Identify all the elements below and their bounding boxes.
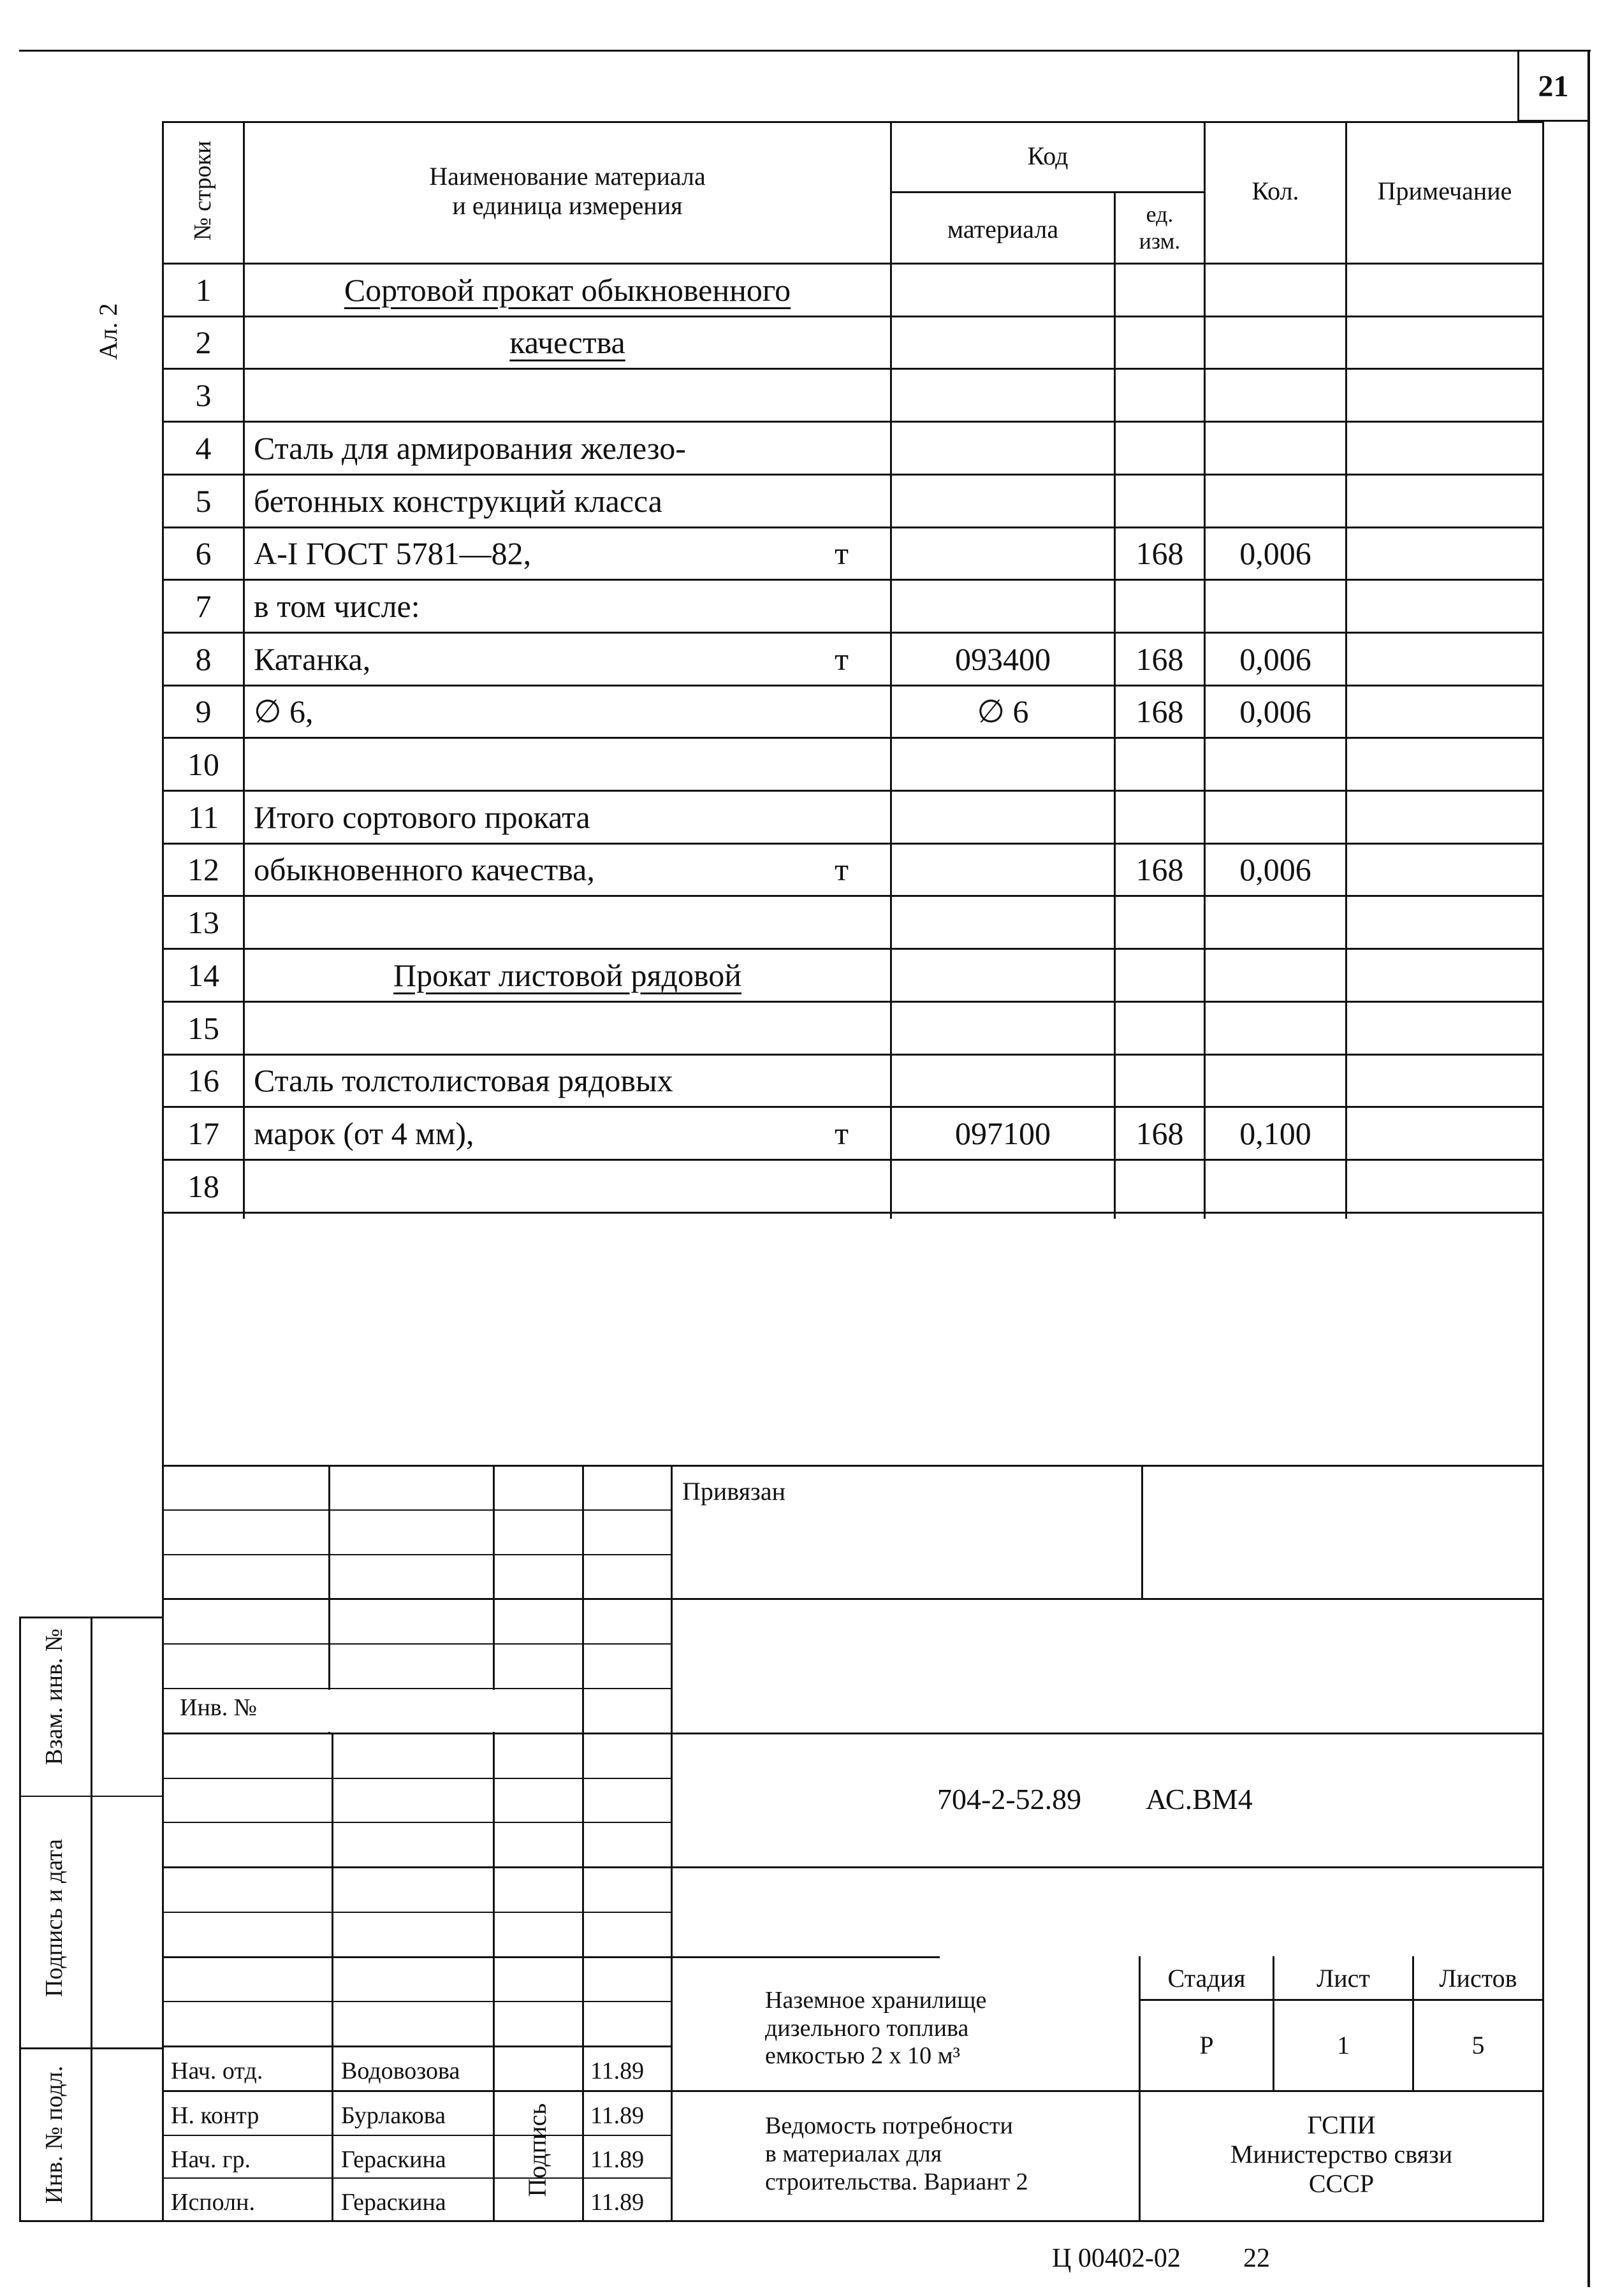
stamp-line-i (162, 1866, 1544, 1868)
signer-name: Водовозова (341, 2058, 460, 2084)
row-unit: т (835, 641, 849, 677)
row-unit-code (1116, 264, 1204, 317)
row-quantity (1206, 422, 1345, 475)
row-quantity: 0,006 (1239, 852, 1311, 888)
stamp-line-l (162, 2001, 672, 2002)
margin-inv-podl: Инв. № подл. (41, 2065, 68, 2204)
stamp-line-f (162, 1733, 1544, 1734)
row-number: 16 (187, 1063, 219, 1099)
row-unit (816, 791, 867, 844)
row-quantity (1206, 264, 1345, 317)
row-number: 8 (195, 641, 212, 677)
header-note: Примечание (1377, 177, 1512, 205)
signer-role: Исполн. (171, 2189, 255, 2216)
row-quantity: 0,006 (1239, 535, 1311, 572)
row-unit (816, 422, 867, 475)
row-unit-code (1116, 1160, 1204, 1213)
row-number: 14 (187, 957, 219, 993)
row-unit (816, 580, 867, 633)
header-code-material: материала (947, 215, 1059, 243)
stage-label: Стадия (1167, 1964, 1246, 1993)
row-name: в том числе: (254, 588, 420, 624)
frame-top (162, 121, 1544, 123)
row-unit-code (1116, 369, 1204, 422)
stamp-col-1b (332, 1733, 333, 2221)
stamp-col-2 (493, 1465, 495, 2221)
row-material-code (892, 422, 1114, 475)
footer-page: 22 (1243, 2244, 1270, 2273)
stamp-line-g (162, 1778, 672, 1779)
row-unit (816, 1160, 867, 1213)
row-unit (816, 317, 867, 369)
row-unit-code: 168 (1135, 641, 1184, 677)
inv-no-label: Инв. № (180, 1694, 257, 1721)
signer-date: 11.89 (590, 2102, 645, 2129)
row-quantity: 0,006 (1239, 694, 1311, 730)
row-quantity (1206, 1055, 1345, 1107)
stage-value: Р (1199, 2031, 1214, 2060)
row-quantity (1206, 949, 1345, 1002)
row-material-code (892, 580, 1114, 633)
header-row-no: № строки (189, 140, 216, 241)
row-unit: т (835, 535, 849, 572)
margin-outer-left (19, 1617, 21, 2222)
stamp-top-line (162, 1465, 1544, 1467)
margin-inner-left (91, 1617, 92, 2222)
signer-role: Нач. отд. (171, 2058, 263, 2084)
row-quantity (1206, 369, 1345, 422)
row-unit-code (1116, 1002, 1204, 1055)
doc-mark: АС.ВМ4 (1146, 1783, 1253, 1815)
row-material-code (892, 896, 1114, 949)
signer-date: 11.89 (590, 2189, 645, 2216)
row-material-code (892, 844, 1114, 896)
row-name: марок (от 4 мм), (254, 1115, 474, 1151)
stamp-line-h (162, 1822, 672, 1823)
doc-code: 704-2-52.89 (937, 1783, 1082, 1815)
sheets-label: Листов (1439, 1964, 1517, 1993)
signer-name: Гераскина (341, 2189, 446, 2216)
row-name (254, 1160, 828, 1213)
stamp-line-k (162, 1956, 940, 1958)
margin-sep-2 (19, 2047, 163, 2049)
margin-sep-1 (19, 1796, 163, 1797)
row-quantity (1206, 475, 1345, 528)
row-material-code (892, 1002, 1114, 1055)
signature-label: Подпись (523, 2103, 551, 2197)
page-number: 21 (1538, 69, 1569, 103)
row-name: Сортовой прокат обыкновенного (344, 272, 791, 308)
row-material-code (892, 264, 1114, 317)
signer-name: Гераскина (341, 2146, 446, 2173)
row-name (254, 738, 828, 791)
row-number: 10 (187, 746, 219, 782)
margin-top (19, 1617, 163, 1618)
top-border (19, 50, 1591, 52)
row-quantity: 0,100 (1239, 1115, 1311, 1151)
object-title: Наземное хранилище дизельного топлива емкостью 2 х 10 м³ (765, 1986, 987, 2070)
row-unit (816, 949, 867, 1002)
row-material-code (892, 1055, 1114, 1107)
row-material-code: 093400 (955, 641, 1051, 677)
row-name: Прокат листовой рядовой (393, 957, 741, 993)
margin-podpis: Подпись и дата (41, 1838, 68, 1998)
row-number: 15 (187, 1010, 219, 1046)
footer-code: Ц 00402-02 (1052, 2244, 1181, 2273)
row-unit-code (1116, 422, 1204, 475)
sheets-value: 5 (1471, 2031, 1485, 2060)
row-unit-code: 168 (1135, 852, 1184, 888)
header-code-unit: ед. изм. (1139, 201, 1181, 254)
row-name: ∅ 6, (254, 694, 314, 730)
row-material-code: 097100 (955, 1115, 1051, 1151)
stamp-line-m (162, 2045, 672, 2047)
row-number: 5 (195, 483, 212, 519)
signer-date: 11.89 (590, 2146, 645, 2173)
margin-vzam: Взам. инв. № (41, 1628, 68, 1765)
row-unit-code (1116, 791, 1204, 844)
row-name (254, 1002, 828, 1055)
signer-date: 11.89 (590, 2058, 645, 2084)
stamp-line-c (162, 1598, 1544, 1600)
organization: ГСПИ Министерство связи СССР (1230, 2111, 1453, 2198)
right-border (1587, 50, 1590, 2287)
row-material-code: ∅ 6 (977, 694, 1029, 730)
stamp-line-p (162, 2177, 672, 2179)
row-name: бетонных конструкций класса (254, 483, 662, 519)
row-number: 11 (187, 799, 219, 835)
row-material-code (892, 317, 1114, 369)
side-mark: Ал. 2 (94, 303, 122, 360)
row-unit (816, 896, 867, 949)
row-name: Сталь толстолистовая рядовых (254, 1063, 673, 1099)
row-unit (816, 475, 867, 528)
stamp-line-n (162, 2090, 1544, 2092)
header-code: Код (1027, 142, 1069, 170)
header-name: Наименование материала и единица измерения (429, 162, 706, 220)
sheet-value: 1 (1337, 2031, 1350, 2060)
signer-role: Нач. гр. (171, 2146, 251, 2173)
row-number: 4 (195, 430, 212, 466)
row-unit-code: 168 (1135, 1115, 1184, 1151)
row-name: Итого сортового проката (254, 799, 590, 835)
frame-right (1542, 121, 1544, 2221)
row-name: обыкновенного качества, (254, 852, 595, 888)
row-material-code (892, 791, 1114, 844)
row-number: 12 (187, 852, 219, 888)
row-unit-code (1116, 1055, 1204, 1107)
doc-title: Ведомость потребности в материалах для строительства. Вариант 2 (765, 2112, 1028, 2195)
stamp-line-a (162, 1509, 672, 1511)
stamp-col-4 (671, 1465, 673, 2221)
row-material-code (892, 949, 1114, 1002)
row-quantity (1206, 1160, 1345, 1213)
row-quantity (1206, 896, 1345, 949)
row-unit-code: 168 (1135, 535, 1184, 572)
row-name (254, 896, 828, 949)
row-number: 2 (195, 324, 212, 361)
row-number: 7 (195, 588, 212, 624)
signer-role: Н. контр (171, 2102, 259, 2129)
row-material-code (892, 1160, 1114, 1213)
row-material-code (892, 475, 1114, 528)
row-unit (816, 1055, 867, 1107)
row-number: 17 (187, 1115, 219, 1151)
stamp-line-j (162, 1912, 672, 1913)
row-unit: т (835, 852, 849, 888)
row-material-code (892, 528, 1114, 580)
row-unit-code (1116, 317, 1204, 369)
frame-bottom (19, 2220, 1544, 2222)
stamp-line-d (162, 1643, 672, 1645)
row-number: 9 (195, 694, 212, 730)
row-quantity (1206, 1002, 1345, 1055)
row-quantity (1206, 738, 1345, 791)
code-subheader-line (890, 191, 1205, 193)
stamp-line-b (162, 1554, 672, 1555)
row-number: 13 (187, 904, 219, 940)
row-quantity (1206, 317, 1345, 369)
row-number: 1 (195, 272, 212, 308)
row-unit-code (1116, 949, 1204, 1002)
row-unit (816, 369, 867, 422)
row-unit-code (1116, 580, 1204, 633)
row-unit (816, 738, 867, 791)
row-name: А-I ГОСТ 5781—82, (254, 535, 532, 572)
row-unit: т (835, 1115, 849, 1151)
row-unit (816, 1002, 867, 1055)
row-material-code (892, 738, 1114, 791)
row-unit-code (1116, 896, 1204, 949)
row-unit-code: 168 (1135, 694, 1184, 730)
row-quantity: 0,006 (1239, 641, 1311, 677)
header-qty: Кол. (1251, 177, 1299, 205)
row-name: Катанка, (254, 641, 371, 677)
sheet-label: Лист (1317, 1964, 1370, 1993)
privyazan-label: Привязан (682, 1477, 786, 1506)
row-name (254, 369, 828, 422)
row-name: качества (509, 324, 625, 361)
row-quantity (1206, 580, 1345, 633)
stamp-line-o (162, 2135, 672, 2136)
signer-name: Бурлакова (341, 2102, 446, 2129)
row-number: 6 (195, 535, 212, 572)
row-unit (816, 264, 867, 317)
row-quantity (1206, 791, 1345, 844)
row-unit-code (1116, 738, 1204, 791)
stamp-line-e (162, 1688, 672, 1689)
row-unit (816, 686, 867, 738)
row-number: 18 (187, 1168, 219, 1204)
row-number: 3 (195, 377, 212, 413)
stamp-privyazan-right (1141, 1465, 1143, 1599)
stamp-col-3 (582, 1465, 584, 2221)
row-name: Сталь для армирования железо- (254, 430, 686, 466)
row-unit-code (1116, 475, 1204, 528)
row-material-code (892, 369, 1114, 422)
